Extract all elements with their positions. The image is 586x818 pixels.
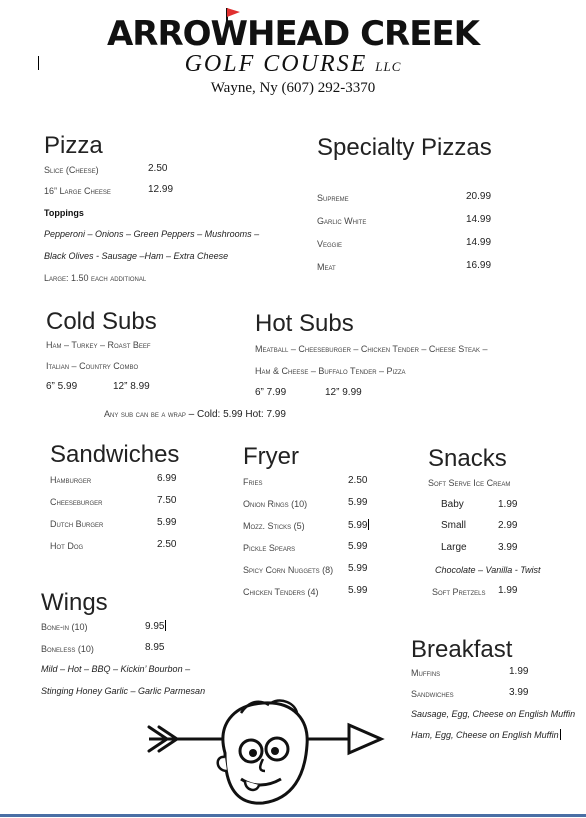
specialty-item-name: Garlic White xyxy=(317,216,367,226)
fryer-item-name: Pickle Spears xyxy=(243,543,296,553)
fryer-item-name: Fries xyxy=(243,477,263,487)
cold-subs-heading: Cold Subs xyxy=(46,308,157,335)
pretzels-price: 1.99 xyxy=(498,585,518,596)
wings-item-price: 8.95 xyxy=(145,642,165,653)
text-cursor xyxy=(38,56,39,70)
brand-suffix: LLC xyxy=(375,59,402,74)
hot-subs-line: Meatball – Cheeseburger – Chicken Tender – Cheese Steak – xyxy=(255,344,488,354)
toppings-label: Toppings xyxy=(44,208,84,218)
hot-subs-line: Ham & Cheese – Buffalo Tender – Pizza xyxy=(255,366,406,376)
hot-subs-12in: 12” 9.99 xyxy=(325,387,362,398)
ice-cream-price: 2.99 xyxy=(498,520,518,531)
wings-item-name: Bone-in (10) xyxy=(41,622,88,632)
fryer-item-name: Onion Rings (10) xyxy=(243,499,308,509)
sandwich-item-price: 6.99 xyxy=(157,473,177,484)
fryer-item-price: 5.99 xyxy=(348,563,368,574)
fryer-item-name: Mozz. Sticks (5) xyxy=(243,521,305,531)
sandwiches-heading: Sandwiches xyxy=(50,441,180,468)
breakfast-item-name: Sandwiches xyxy=(411,689,454,699)
toppings-line: Black Olives - Sausage –Ham – Extra Cheese xyxy=(44,251,229,261)
breakfast-line: Ham, Egg, Cheese on English Muffin xyxy=(411,730,559,740)
ice-cream-price: 3.99 xyxy=(498,542,518,553)
fryer-item-name: Spicy Corn Nuggets (8) xyxy=(243,565,334,575)
wings-item-price: 9.95 xyxy=(145,621,165,632)
brand-contact: Wayne, Ny (607) 292-3370 xyxy=(210,80,376,96)
wings-sauces-line: Stinging Honey Garlic – Garlic Parmesan xyxy=(41,686,206,696)
fryer-item-price: 5.99 xyxy=(348,541,368,552)
breakfast-heading: Breakfast xyxy=(411,636,513,663)
brand-subtitle-text: GOLF COURSE xyxy=(184,51,368,77)
pizza-heading: Pizza xyxy=(44,132,103,159)
fryer-item-name: Chicken Tenders (4) xyxy=(243,587,319,597)
wings-item-name: Boneless (10) xyxy=(41,644,94,654)
large-topping-note: Large: 1.50 each additional xyxy=(44,273,147,283)
snacks-heading: Snacks xyxy=(428,445,507,472)
specialty-item-name: Veggie xyxy=(317,239,343,249)
sandwich-item-price: 7.50 xyxy=(157,495,177,506)
ice-cream-size: Small xyxy=(441,520,467,531)
golf-flag-icon xyxy=(219,6,243,28)
sandwich-item-name: Hamburger xyxy=(50,475,92,485)
ice-cream-price: 1.99 xyxy=(498,499,518,510)
fryer-item-price: 2.50 xyxy=(348,475,368,486)
specialty-item-name: Supreme xyxy=(317,193,349,203)
fryer-item-price: 5.99 xyxy=(348,520,368,531)
toppings-line: Pepperoni – Onions – Green Peppers – Mushrooms – xyxy=(44,229,260,239)
pizza-item-price: 12.99 xyxy=(148,184,174,195)
cold-subs-6in: 6” 5.99 xyxy=(46,381,78,392)
breakfast-item-name: Muffins xyxy=(411,668,441,678)
ice-cream-flavors: Chocolate – Vanilla - Twist xyxy=(435,565,541,575)
pizza-item-price: 2.50 xyxy=(148,163,168,174)
cold-subs-line: Ham – Turkey – Roast Beef xyxy=(46,340,151,350)
sandwich-item-price: 5.99 xyxy=(157,517,177,528)
wings-sauces-line: Mild – Hot – BBQ – Kickin’ Bourbon – xyxy=(41,664,191,674)
fryer-heading: Fryer xyxy=(243,443,299,470)
cold-subs-12in: 12” 8.99 xyxy=(113,381,150,392)
pizza-item-name: Slice (Cheese) xyxy=(44,165,99,175)
specialty-item-price: 14.99 xyxy=(466,237,492,248)
brand-subtitle xyxy=(0,50,586,81)
wrap-note-prefix: Any sub can be a wrap xyxy=(104,409,186,419)
specialty-item-price: 20.99 xyxy=(466,191,492,202)
fryer-item-price: 5.99 xyxy=(348,497,368,508)
breakfast-line: Sausage, Egg, Cheese on English Muffin xyxy=(411,709,576,719)
specialty-item-price: 14.99 xyxy=(466,214,492,225)
pizza-item-name: 16” Large Cheese xyxy=(44,186,111,196)
cold-subs-line: Italian – Country Combo xyxy=(46,361,139,371)
pretzels-name: Soft Pretzels xyxy=(432,587,486,597)
arrowhead-mascot-icon xyxy=(145,695,385,807)
breakfast-item-price: 1.99 xyxy=(509,666,529,677)
ice-cream-size: Baby xyxy=(441,499,464,510)
ice-cream-size: Large xyxy=(441,542,467,553)
specialty-item-price: 16.99 xyxy=(466,260,492,271)
wrap-note xyxy=(104,407,286,421)
sandwich-item-price: 2.50 xyxy=(157,539,177,550)
hot-subs-6in: 6” 7.99 xyxy=(255,387,287,398)
hot-subs-heading: Hot Subs xyxy=(255,310,354,337)
bottom-rule xyxy=(0,814,586,817)
fryer-item-price: 5.99 xyxy=(348,585,368,596)
specialty-heading: Specialty Pizzas xyxy=(317,134,492,161)
wings-heading: Wings xyxy=(41,589,108,616)
wrap-note-prices: – Cold: 5.99 Hot: 7.99 xyxy=(185,409,286,420)
specialty-item-name: Meat xyxy=(317,262,336,272)
sandwich-item-name: Dutch Burger xyxy=(50,519,104,529)
soft-serve-label: Soft Serve Ice Cream xyxy=(428,478,511,488)
sandwich-item-name: Hot Dog xyxy=(50,541,84,551)
breakfast-item-price: 3.99 xyxy=(509,687,529,698)
brand-title: ARROWHEAD CREEK xyxy=(106,14,480,54)
sandwich-item-name: Cheeseburger xyxy=(50,497,103,507)
